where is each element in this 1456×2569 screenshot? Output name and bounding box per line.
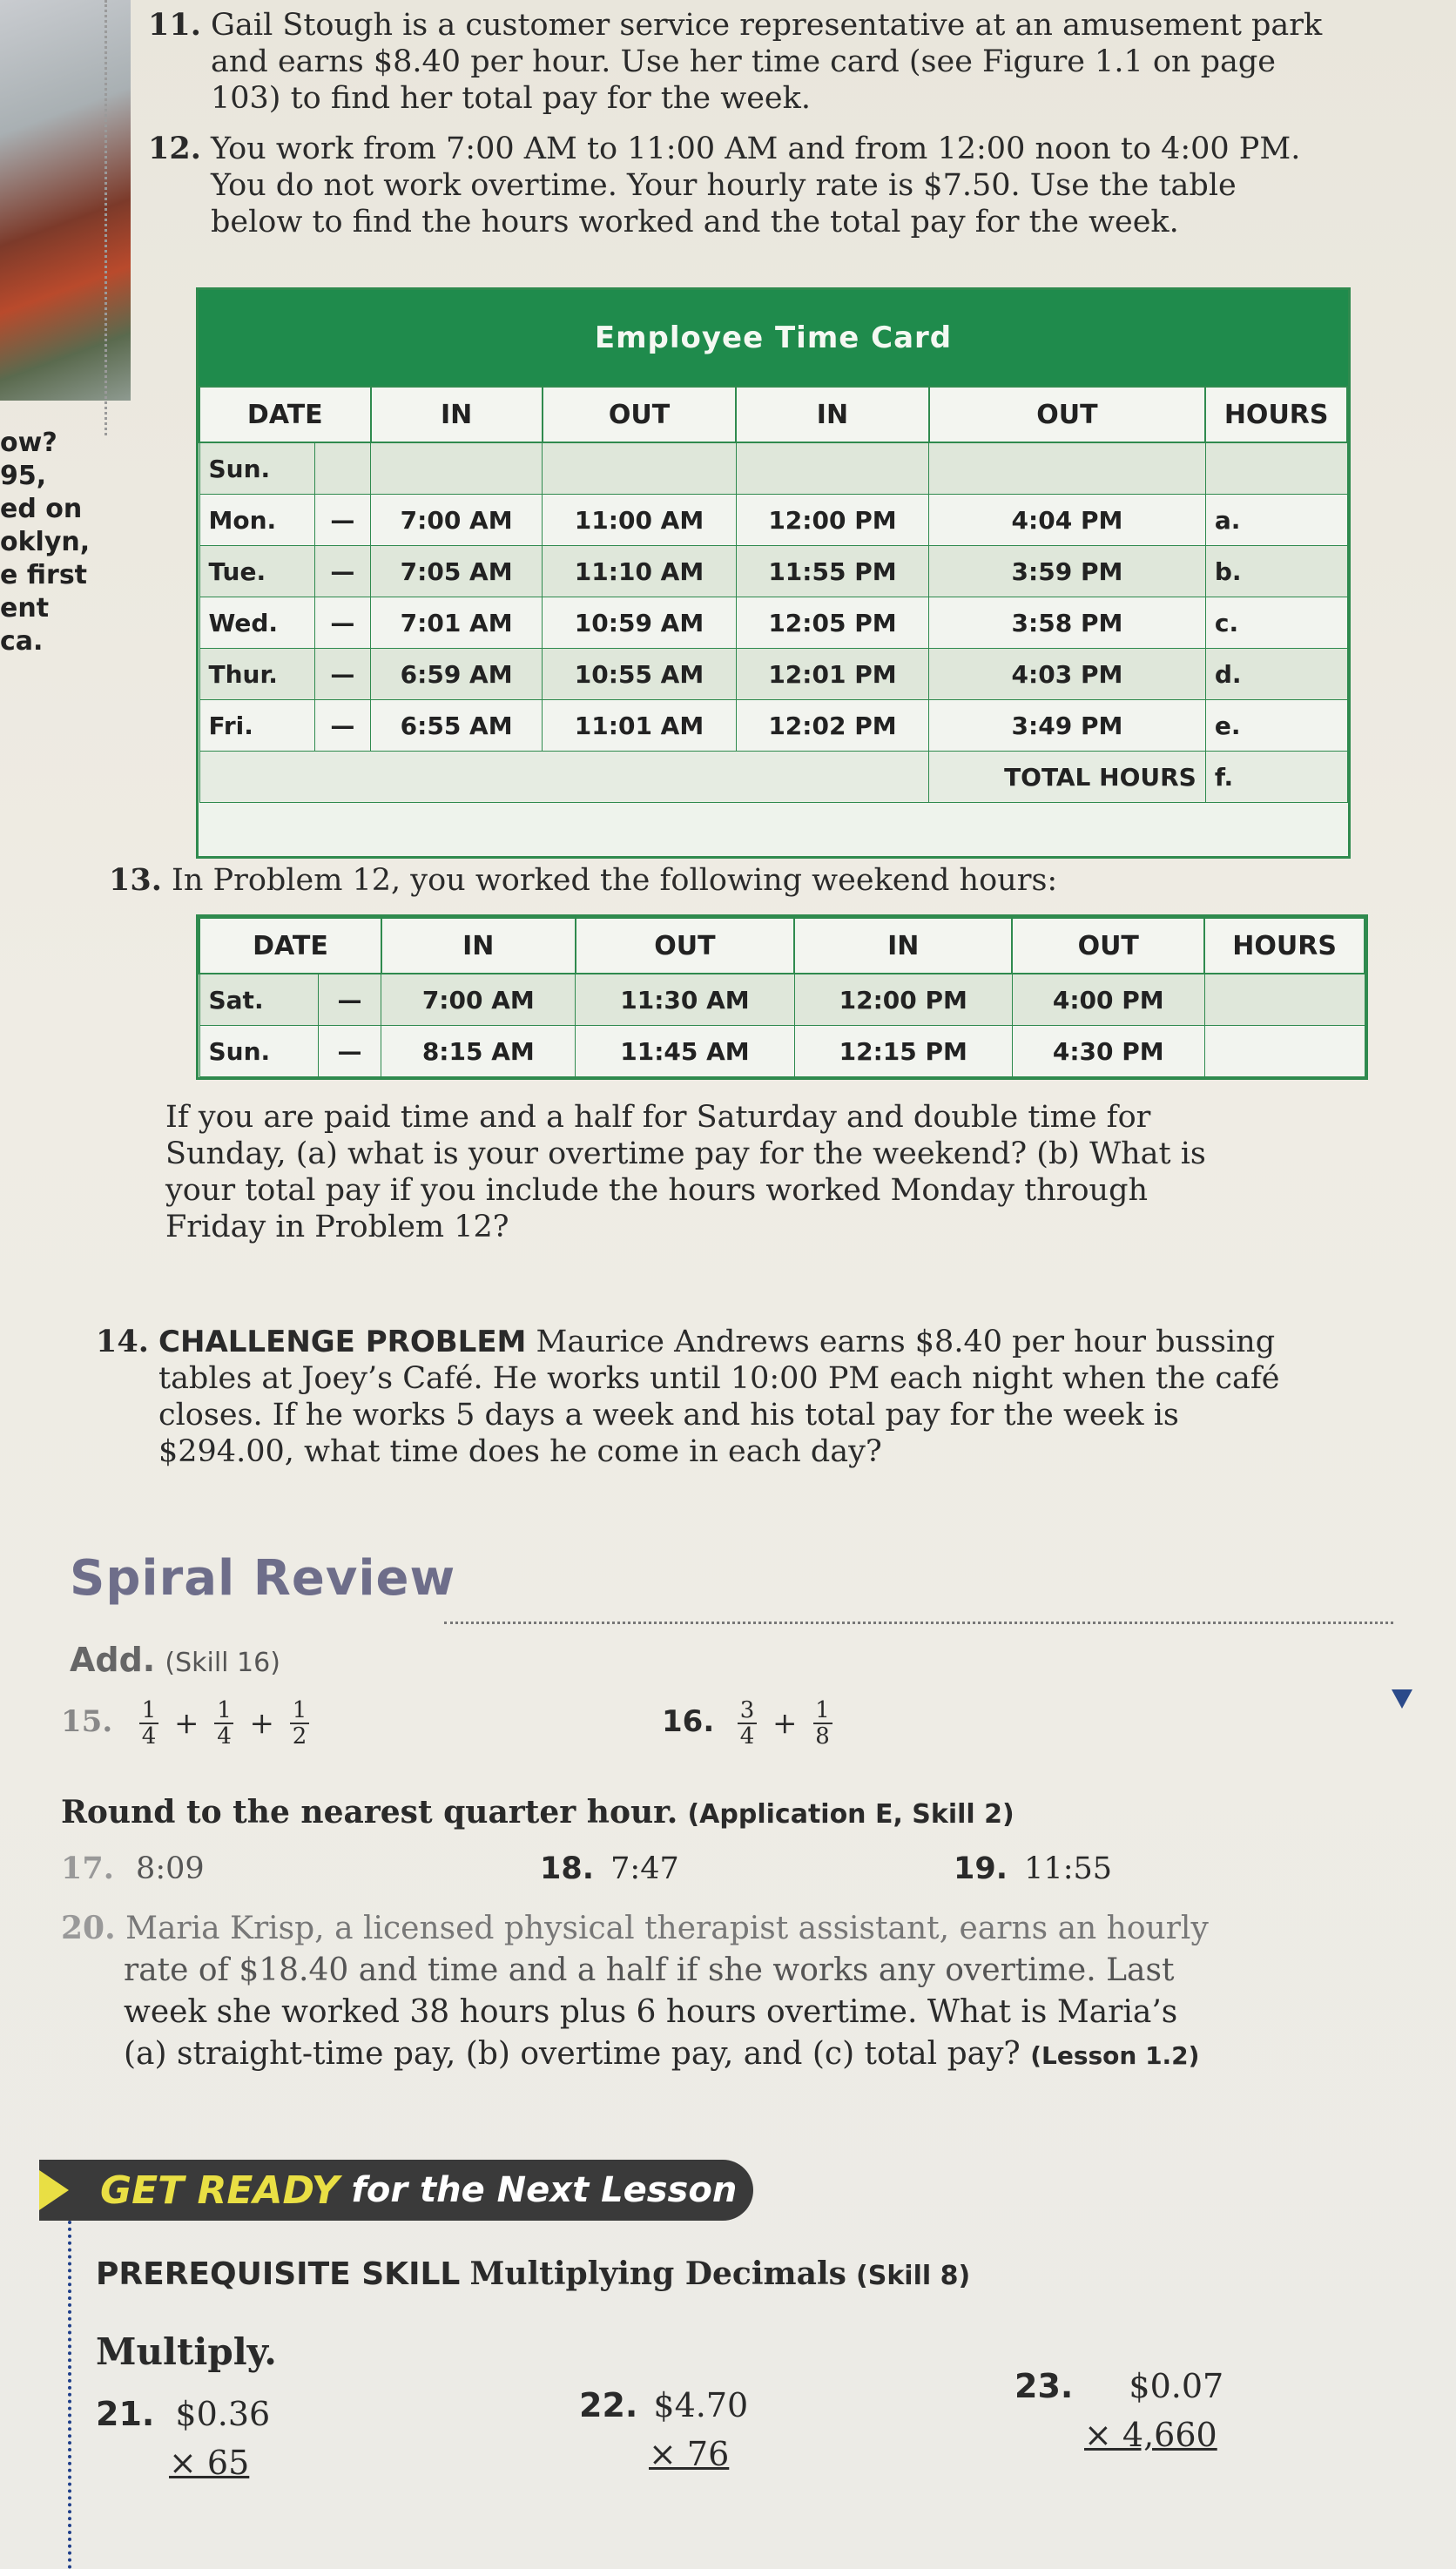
margin-line: oklyn, (0, 527, 91, 557)
time-cell (736, 442, 928, 495)
time-cell: 11:10 AM (543, 546, 737, 597)
skill-ref: (Skill 16) (165, 1648, 280, 1678)
date-cell: — (318, 1026, 381, 1077)
date-cell: — (314, 700, 370, 752)
problem-number: 21. (96, 2395, 155, 2433)
day-cell: Thur. (199, 649, 314, 700)
multiply-text: Multiply. (96, 2330, 277, 2373)
multiplicand: $0.36 (175, 2395, 271, 2433)
time-cell: 11:55 PM (736, 546, 928, 597)
employee-time-card (196, 287, 1351, 859)
table-row (199, 597, 1347, 649)
multiplicand: $0.07 (1129, 2367, 1224, 2405)
time-cell: 12:05 PM (736, 597, 928, 649)
time-cell: 11:00 AM (543, 495, 737, 546)
denominator: 4 (141, 1723, 157, 1750)
numerator: 1 (217, 1697, 232, 1723)
time-cell: 7:00 AM (371, 495, 543, 546)
column-header: DATE (199, 918, 381, 974)
round-instruction (61, 1794, 1014, 1833)
problem-16: 16. 3 4 + 1 8 (662, 1698, 832, 1749)
time-cell: 3:58 PM (929, 597, 1206, 649)
problem-18 (540, 1851, 679, 1887)
multiplier: × 4,660 (1084, 2416, 1217, 2454)
margin-line: 95, (0, 461, 47, 491)
hours-cell (1204, 974, 1365, 1026)
weekend-table (199, 917, 1365, 1077)
day-cell: Sat. (199, 974, 318, 1026)
margin-photo (0, 0, 131, 401)
time-card-table (199, 386, 1348, 803)
problem-number: 19. (954, 1851, 1008, 1886)
problem-text: 8:09 (136, 1851, 205, 1886)
numerator: 3 (739, 1697, 755, 1723)
problem-text: 11:55 (1024, 1851, 1113, 1886)
multiplier: × 76 (649, 2435, 730, 2473)
fraction (738, 1698, 757, 1749)
hours-cell: e. (1205, 700, 1347, 752)
margin-divider (104, 0, 111, 435)
time-cell: 3:49 PM (929, 700, 1206, 752)
margin-line: ed on (0, 494, 83, 524)
challenge-label: CHALLENGE PROBLEM (158, 1325, 527, 1359)
day-cell: Sun. (199, 1026, 318, 1077)
date-cell: — (314, 597, 370, 649)
time-cell: 12:00 PM (794, 974, 1012, 1026)
problem-text: In Problem 12, you worked the following weekend hours: (172, 863, 1058, 898)
column-header: OUT (1012, 918, 1204, 974)
time-cell: 11:30 AM (576, 974, 795, 1026)
problem-13-text (165, 1099, 1206, 1245)
problem-text: Gail Stough is a customer service representative at an amusement park (211, 8, 1323, 43)
time-cell: 11:45 AM (576, 1026, 795, 1077)
multiplier: × 65 (169, 2444, 250, 2482)
problem-17 (61, 1851, 205, 1887)
hours-cell: a. (1205, 495, 1347, 546)
banner-get-ready: GET READY (100, 2168, 340, 2213)
column-header: IN (794, 918, 1012, 974)
table-row (199, 495, 1347, 546)
problem-text: Friday in Problem 12? (165, 1210, 509, 1244)
time-cell: 7:01 AM (371, 597, 543, 649)
problem-number: 20. (61, 1910, 116, 1946)
problem-20 (61, 1907, 1209, 2077)
time-cell (929, 442, 1206, 495)
problem-23 (1014, 2362, 1223, 2459)
time-cell: 10:59 AM (543, 597, 737, 649)
problem-text: You do not work overtime. Your hourly rate is $7.50. Use the table (211, 168, 1237, 203)
prereq-label: PREREQUISITE SKILL (96, 2256, 461, 2292)
problem-number: 23. (1014, 2367, 1074, 2405)
numerator: 1 (141, 1697, 157, 1723)
denominator: 4 (217, 1723, 232, 1750)
problem-text: 103) to find her total pay for the week. (211, 81, 811, 116)
column-header: OUT (576, 918, 795, 974)
problem-15: 15. 1 4 + 1 4 + 1 2 (61, 1698, 309, 1749)
hours-cell: b. (1205, 546, 1347, 597)
spiral-review-heading: Spiral Review (70, 1550, 456, 1607)
prereq-title: Multiplying Decimals (469, 2255, 846, 2292)
problem-11 (148, 7, 1322, 117)
time-cell: 12:01 PM (736, 649, 928, 700)
table-row (199, 442, 1347, 495)
time-cell: 12:02 PM (736, 700, 928, 752)
problem-text: below to find the hours worked and the total pay for the week. (211, 205, 1179, 239)
margin-line: ca. (0, 626, 44, 657)
time-cell: 4:04 PM (929, 495, 1206, 546)
denominator: 4 (739, 1723, 755, 1750)
day-cell: Wed. (199, 597, 314, 649)
day-cell: Mon. (199, 495, 314, 546)
table-row (199, 974, 1365, 1026)
time-cell: 12:00 PM (736, 495, 928, 546)
denominator: 8 (815, 1723, 830, 1750)
problem-22 (579, 2381, 748, 2478)
problem-21 (96, 2390, 270, 2487)
problem-number: 12. (148, 131, 201, 166)
total-hours-label: TOTAL HOURS (929, 752, 1206, 803)
arrow-down-icon (1392, 1689, 1412, 1709)
banner-next-lesson: for the Next Lesson (351, 2170, 738, 2210)
numerator: 1 (815, 1697, 830, 1723)
problem-text: (a) straight-time pay, (b) overtime pay, and (c) total pay? (124, 2036, 1021, 2072)
section-dots (68, 2221, 71, 2569)
problem-13-intro (109, 862, 1057, 899)
problem-text: closes. If he works 5 days a week and his total pay for the week is (158, 1398, 1179, 1433)
fraction (290, 1698, 309, 1749)
hours-cell (1204, 1026, 1365, 1077)
problem-number: 17. (61, 1851, 114, 1886)
round-label: Round to the nearest quarter hour. (61, 1794, 678, 1831)
prereq-heading (96, 2255, 970, 2295)
problem-number: 13. (109, 862, 162, 898)
fraction (813, 1698, 832, 1749)
total-hours-value: f. (1205, 752, 1347, 803)
numerator: 1 (292, 1697, 307, 1723)
problem-number: 14. (96, 1324, 149, 1359)
time-card-title: Employee Time Card (199, 290, 1348, 386)
lesson-ref: (Lesson 1.2) (1030, 2041, 1200, 2070)
multiplicand: $4.70 (653, 2386, 749, 2424)
triangle-icon (39, 2170, 69, 2210)
hours-cell: c. (1205, 597, 1347, 649)
table-row (199, 1026, 1365, 1077)
time-cell: 4:03 PM (929, 649, 1206, 700)
get-ready-banner (39, 2160, 753, 2221)
margin-line: ent (0, 593, 50, 624)
problem-text: Maurice Andrews earns $8.40 per hour bussing (536, 1325, 1276, 1359)
problem-19 (954, 1851, 1112, 1887)
column-header: OUT (543, 387, 737, 442)
add-instruction (70, 1642, 280, 1682)
problem-14 (96, 1324, 1280, 1470)
time-cell: 3:59 PM (929, 546, 1206, 597)
fraction (214, 1698, 233, 1749)
hours-cell (1205, 442, 1347, 495)
problem-text: If you are paid time and a half for Saturday and double time for (165, 1100, 1151, 1135)
date-cell: — (318, 974, 381, 1026)
problem-text: 7:47 (610, 1851, 679, 1886)
time-cell: 6:59 AM (371, 649, 543, 700)
column-header: IN (736, 387, 928, 442)
problem-text: and earns $8.40 per hour. Use her time card (see Figure 1.1 on page (211, 44, 1276, 79)
problem-number: 22. (579, 2386, 638, 2424)
time-cell (543, 442, 737, 495)
time-cell: 4:30 PM (1012, 1026, 1204, 1077)
skill-ref: (Skill 8) (856, 2261, 971, 2291)
day-cell: Sun. (199, 442, 314, 495)
date-cell: — (314, 546, 370, 597)
problem-text: You work from 7:00 AM to 11:00 AM and from 12:00 noon to 4:00 PM. (211, 131, 1301, 166)
table-row (199, 546, 1347, 597)
problem-number: 18. (540, 1851, 595, 1886)
day-cell: Tue. (199, 546, 314, 597)
date-cell (314, 442, 370, 495)
problem-number: 15. (61, 1704, 113, 1739)
problem-number: 11. (148, 7, 201, 43)
date-cell: — (314, 495, 370, 546)
section-divider (444, 1622, 1393, 1624)
problem-text: week she worked 38 hours plus 6 hours overtime. What is Maria’s (124, 1994, 1178, 2030)
multiply-label (96, 2330, 277, 2373)
problem-text: $294.00, what time does he come in each day? (158, 1434, 882, 1469)
problem-text: tables at Joey’s Café. He works until 10:00 PM each night when the café (158, 1361, 1280, 1396)
column-header: HOURS (1205, 387, 1347, 442)
problem-text: Sunday, (a) what is your overtime pay for the weekend? (b) What is (165, 1136, 1206, 1171)
column-header: DATE (199, 387, 371, 442)
time-cell: 12:15 PM (794, 1026, 1012, 1077)
problem-number: 16. (662, 1704, 715, 1739)
margin-line: e first (0, 560, 88, 590)
column-header: HOURS (1204, 918, 1365, 974)
day-cell: Fri. (199, 700, 314, 752)
table-row (199, 700, 1347, 752)
problem-text: rate of $18.40 and time and a half if she works any overtime. Last (124, 1952, 1175, 1988)
time-cell: 4:00 PM (1012, 974, 1204, 1026)
column-header: IN (381, 918, 576, 974)
date-cell: — (314, 649, 370, 700)
column-header: OUT (929, 387, 1206, 442)
time-cell: 7:00 AM (381, 974, 576, 1026)
time-cell: 7:05 AM (371, 546, 543, 597)
problem-12 (148, 131, 1300, 240)
margin-line: ow? (0, 428, 57, 458)
table-row (199, 649, 1347, 700)
weekend-hours-table (196, 914, 1368, 1080)
total-row (199, 752, 1347, 803)
column-header: IN (371, 387, 543, 442)
skill-ref: (Application E, Skill 2) (687, 1799, 1014, 1830)
margin-text (0, 427, 90, 658)
problem-text: your total pay if you include the hours worked Monday through (165, 1173, 1149, 1208)
add-label: Add. (70, 1641, 156, 1679)
time-cell (371, 442, 543, 495)
problem-text: Maria Krisp, a licensed physical therapist assistant, earns an hourly (125, 1911, 1209, 1946)
denominator: 2 (292, 1723, 307, 1750)
hours-cell: d. (1205, 649, 1347, 700)
fraction (139, 1698, 158, 1749)
time-cell: 8:15 AM (381, 1026, 576, 1077)
time-cell: 10:55 AM (543, 649, 737, 700)
time-cell: 11:01 AM (543, 700, 737, 752)
time-cell: 6:55 AM (371, 700, 543, 752)
